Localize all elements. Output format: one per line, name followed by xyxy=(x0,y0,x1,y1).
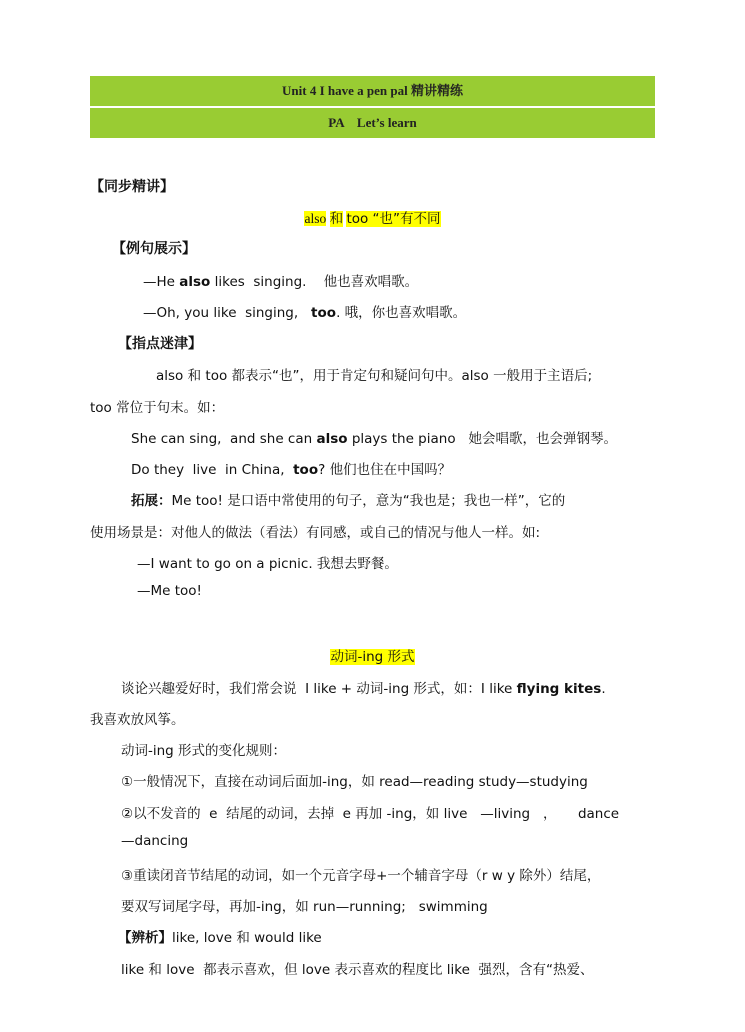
topic2-title xyxy=(0,645,745,665)
topic1-title-too: too “也”有不同 xyxy=(346,211,441,227)
ex1-post: likes singing. 他也喜欢唱歌。 xyxy=(210,274,419,290)
rule-3-line-2: 要双写词尾字母，再加-ing，如 run—running; swimming xyxy=(121,899,488,915)
topic2-intro-line-2: 我喜欢放风筝。 xyxy=(90,712,185,728)
intro-keyword: flying kites xyxy=(516,681,602,697)
ex1-pre: —He xyxy=(143,274,180,290)
analysis-title: like, love 和 would like xyxy=(172,930,322,946)
ex2-keyword: too xyxy=(311,305,337,321)
example-sentence-2 xyxy=(143,301,466,321)
extension-example-2: —Me too! xyxy=(137,583,202,599)
ex1-keyword: also xyxy=(179,274,211,290)
tips-heading: 【指点迷津】 xyxy=(118,336,202,352)
sync-section-heading: 【同步精讲】 xyxy=(90,179,174,195)
ex2-post: . 哦，你也喜欢唱歌。 xyxy=(336,305,467,321)
analysis-label: 【辨析】 xyxy=(118,930,172,946)
topic1-title-and: 和 xyxy=(329,211,344,227)
tip-ex1-keyword: also xyxy=(316,431,348,447)
document-title: Unit 4 I have a pen pal 精讲精练 xyxy=(282,83,463,98)
tip-ex1-post: plays the piano 她会唱歌，也会弹钢琴。 xyxy=(347,431,617,447)
rule-2-line-1: ②以不发音的 e 结尾的动词，去掉 e 再加 -ing，如 live —living ， dance xyxy=(121,806,620,822)
tip-ex1-pre: She can sing, and she can xyxy=(131,431,317,447)
document-subtitle: PA Let’s learn xyxy=(328,115,417,130)
analysis-text-1: like 和 love 都表示喜欢，但 love 表示喜欢的程度比 like 强烈，含有“热爱、 xyxy=(121,962,594,978)
topic1-title-also: also xyxy=(304,211,327,226)
tip-example-1 xyxy=(131,427,617,447)
analysis-line xyxy=(118,926,322,946)
extension-example-1: —I want to go on a picnic. 我想去野餐。 xyxy=(137,556,398,572)
ex2-pre: —Oh, you like singing, xyxy=(143,305,312,321)
extension-line-2: 使用场景是：对他人的做法（看法）有同感，或自己的情况与他人一样。如: xyxy=(90,525,541,541)
tip-ex2-keyword: too xyxy=(293,462,319,478)
topic1-title xyxy=(0,207,745,227)
tip-line-2: too 常位于句末。如： xyxy=(90,400,225,416)
rule-3-line-1: ③重读闭音节结尾的动词，如一个元音字母+一个辅音字母（r w y 除外）结尾， xyxy=(121,868,601,884)
tip-ex2-post: ? 他们也住在中国吗？ xyxy=(318,462,452,478)
example-sentence-1 xyxy=(143,270,418,290)
rule-2-line-2: —dancing xyxy=(121,833,189,849)
extension-line-1 xyxy=(131,489,565,509)
topic2-title-text: 动词-ing 形式 xyxy=(330,649,415,665)
tip-example-2 xyxy=(131,458,451,478)
topic2-intro-line-1 xyxy=(121,677,606,697)
intro-pre: 谈论兴趣爱好时，我们常会说 I like + 动词-ing 形式，如：I like xyxy=(121,681,517,697)
extension-label: 拓展： xyxy=(131,493,172,509)
subtitle-bar xyxy=(90,108,655,138)
title-bar xyxy=(90,76,655,106)
tip-line-1: also 和 too 都表示“也”，用于肯定句和疑问句中。also 一般用于主语后; xyxy=(156,368,593,384)
intro-post: . xyxy=(601,681,606,697)
examples-heading: 【例句展示】 xyxy=(112,241,196,257)
extension-text-1: Me too! 是口语中常使用的句子，意为“我也是；我也一样”，它的 xyxy=(171,493,566,509)
rule-1: ①一般情况下，直接在动词后面加-ing，如 read—reading study—studying xyxy=(121,774,588,790)
tip-ex2-pre: Do they live in China, xyxy=(131,462,294,478)
rules-heading: 动词-ing 形式的变化规则： xyxy=(121,743,287,759)
